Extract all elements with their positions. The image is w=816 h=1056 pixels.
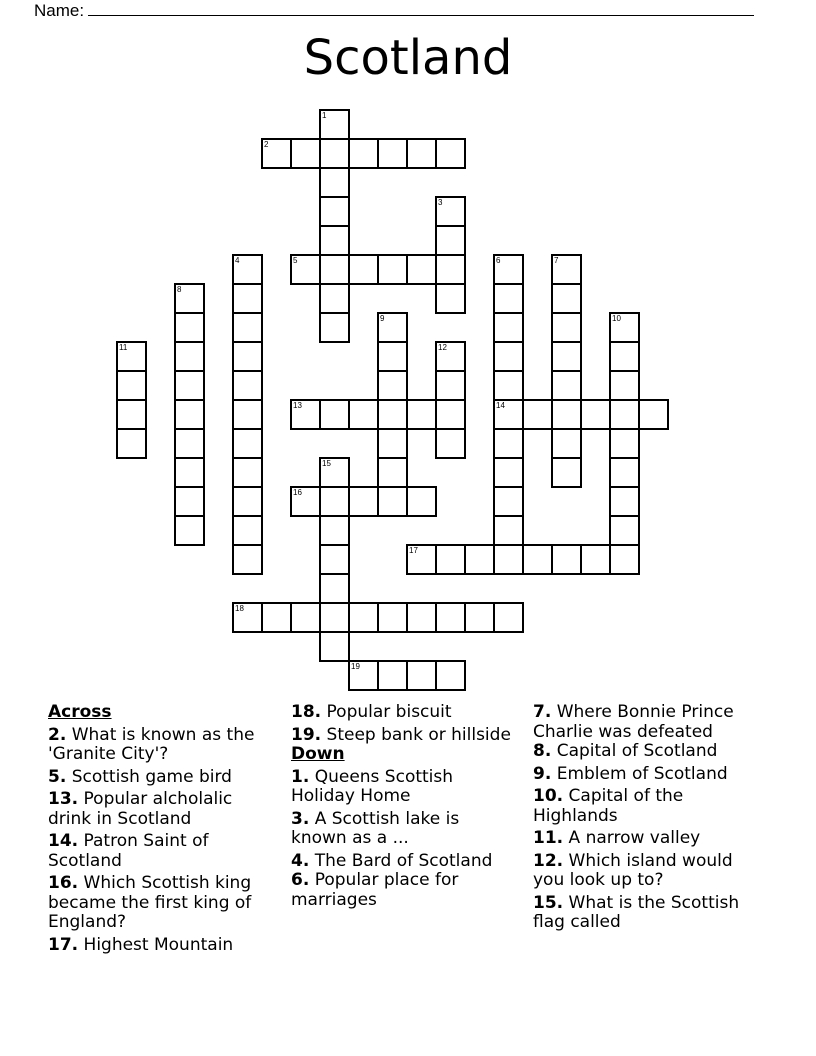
- grid-cell[interactable]: [464, 544, 495, 575]
- grid-cell[interactable]: [435, 602, 466, 633]
- clue-down-7: 7. Where Bonnie Prince Charlie was defeated: [533, 702, 734, 742]
- grid-cell[interactable]: [174, 370, 205, 401]
- grid-cell[interactable]: [493, 370, 524, 401]
- grid-cell[interactable]: [551, 283, 582, 314]
- cell-number: 14: [496, 401, 505, 410]
- cell-number: 15: [322, 459, 331, 468]
- clue-across-18: 18. Popular biscuit: [291, 702, 452, 722]
- grid-cell[interactable]: [319, 457, 350, 488]
- clue-column-1: [48, 703, 278, 958]
- grid-cell[interactable]: [406, 544, 437, 575]
- clue-across-14: 14. Patron Saint of Scotland: [48, 831, 209, 871]
- grid-cell[interactable]: [551, 399, 582, 430]
- down-heading: Down: [291, 744, 345, 764]
- grid-cell[interactable]: [377, 312, 408, 343]
- grid-cell[interactable]: [493, 399, 524, 430]
- cell-number: 8: [177, 285, 182, 294]
- across-heading: Across: [48, 702, 112, 722]
- grid-cell[interactable]: [435, 428, 466, 459]
- clue-down-3: 3. A Scottish lake is known as a ...: [291, 808, 460, 848]
- cell-number: 17: [409, 546, 418, 555]
- grid-cell[interactable]: [435, 138, 466, 169]
- grid-cell[interactable]: [377, 254, 408, 285]
- grid-cell[interactable]: [232, 254, 263, 285]
- grid-cell[interactable]: [493, 341, 524, 372]
- cell-number: 16: [293, 488, 302, 497]
- grid-cell[interactable]: [493, 254, 524, 285]
- clue-column-3: [533, 703, 763, 936]
- grid-cell[interactable]: [319, 486, 350, 517]
- grid-cell[interactable]: [261, 602, 292, 633]
- grid-cell[interactable]: [435, 254, 466, 285]
- grid-cell[interactable]: [290, 399, 321, 430]
- grid-cell[interactable]: [319, 167, 350, 198]
- grid-cell[interactable]: [174, 341, 205, 372]
- grid-cell[interactable]: [493, 312, 524, 343]
- grid-cell[interactable]: [232, 399, 263, 430]
- grid-cell[interactable]: [232, 544, 263, 575]
- grid-cell[interactable]: [435, 341, 466, 372]
- cell-number: 5: [293, 256, 298, 265]
- grid-cell[interactable]: [377, 660, 408, 691]
- grid-cell[interactable]: [377, 428, 408, 459]
- clue-across-2: 2. What is known as the 'Granite City'?: [48, 724, 255, 764]
- clue-down-6: 6. Popular place for marriages: [291, 870, 459, 910]
- cell-number: 12: [438, 343, 447, 352]
- clue-down-9: 9. Emblem of Scotland: [533, 763, 728, 784]
- grid-cell[interactable]: [609, 370, 640, 401]
- grid-cell[interactable]: [232, 283, 263, 314]
- grid-cell[interactable]: [319, 631, 350, 662]
- clue-column-2: [291, 703, 511, 913]
- grid-cell[interactable]: [116, 370, 147, 401]
- grid-cell[interactable]: [348, 138, 379, 169]
- grid-cell[interactable]: [435, 544, 466, 575]
- grid-cell[interactable]: [551, 370, 582, 401]
- grid-cell[interactable]: [174, 486, 205, 517]
- grid-cell[interactable]: [609, 399, 640, 430]
- grid-cell[interactable]: [609, 515, 640, 546]
- name-label: Name:: [34, 1, 85, 20]
- grid-cell[interactable]: [261, 138, 292, 169]
- grid-cell[interactable]: [406, 486, 437, 517]
- grid-cell[interactable]: [435, 225, 466, 256]
- grid-cell[interactable]: [174, 283, 205, 314]
- grid-cell[interactable]: [580, 399, 611, 430]
- page-title: Scotland: [303, 30, 513, 86]
- grid-cell[interactable]: [348, 399, 379, 430]
- grid-cell[interactable]: [290, 138, 321, 169]
- grid-cell[interactable]: [377, 399, 408, 430]
- cell-number: 6: [496, 256, 501, 265]
- grid-cell[interactable]: [609, 457, 640, 488]
- clue-down-12: 12. Which island would you look up to?: [533, 850, 733, 890]
- grid-cell[interactable]: [319, 573, 350, 604]
- clue-across-5: 5. Scottish game bird: [48, 766, 232, 787]
- grid-cell[interactable]: [319, 515, 350, 546]
- grid-cell[interactable]: [435, 660, 466, 691]
- grid-cell[interactable]: [464, 602, 495, 633]
- clue-across-19: 19. Steep bank or hillside: [291, 724, 511, 745]
- grid-cell[interactable]: [406, 138, 437, 169]
- grid-cell[interactable]: [116, 428, 147, 459]
- grid-cell[interactable]: [551, 428, 582, 459]
- grid-cell[interactable]: [319, 138, 350, 169]
- grid-cell[interactable]: [290, 254, 321, 285]
- grid-cell[interactable]: [377, 457, 408, 488]
- cell-number: 11: [119, 343, 128, 352]
- grid-cell[interactable]: [232, 370, 263, 401]
- grid-cell[interactable]: [232, 457, 263, 488]
- grid-cell[interactable]: [551, 312, 582, 343]
- grid-cell[interactable]: [319, 283, 350, 314]
- cell-number: 9: [380, 314, 385, 323]
- grid-cell[interactable]: [522, 399, 553, 430]
- clue-down-10: 10. Capital of the Highlands: [533, 786, 684, 826]
- grid-cell[interactable]: [319, 225, 350, 256]
- clue-down-1: 1. Queens Scottish Holiday Home: [291, 766, 454, 806]
- cell-number: 3: [438, 198, 443, 207]
- grid-cell[interactable]: [377, 602, 408, 633]
- clue-across-17: 17. Highest Mountain: [48, 934, 234, 955]
- grid-cell[interactable]: [319, 109, 350, 140]
- grid-cell[interactable]: [406, 602, 437, 633]
- grid-cell[interactable]: [609, 341, 640, 372]
- grid-cell[interactable]: [551, 341, 582, 372]
- grid-cell[interactable]: [319, 399, 350, 430]
- clue-down-4: 4. The Bard of Scotland: [291, 850, 493, 871]
- grid-cell[interactable]: [551, 457, 582, 488]
- grid-cell[interactable]: [319, 196, 350, 227]
- grid-cell[interactable]: [319, 544, 350, 575]
- grid-cell[interactable]: [377, 341, 408, 372]
- grid-cell[interactable]: [174, 312, 205, 343]
- cell-number: 13: [293, 401, 302, 410]
- grid-cell[interactable]: [232, 341, 263, 372]
- grid-cell[interactable]: [493, 515, 524, 546]
- grid-cell[interactable]: [232, 486, 263, 517]
- grid-cell[interactable]: [638, 399, 669, 430]
- grid-cell[interactable]: [319, 312, 350, 343]
- cell-number: 7: [554, 256, 559, 265]
- grid-cell[interactable]: [319, 602, 350, 633]
- grid-cell[interactable]: [551, 544, 582, 575]
- grid-cell[interactable]: [348, 660, 379, 691]
- grid-cell[interactable]: [493, 428, 524, 459]
- grid-cell[interactable]: [116, 399, 147, 430]
- grid-cell[interactable]: [174, 428, 205, 459]
- clue-down-11: 11. A narrow valley: [533, 828, 701, 848]
- grid-cell[interactable]: [435, 370, 466, 401]
- grid-cell[interactable]: [232, 602, 263, 633]
- clue-down-8: 8. Capital of Scotland: [533, 741, 718, 761]
- cell-number: 2: [264, 140, 269, 149]
- grid-cell[interactable]: [493, 486, 524, 517]
- grid-cell[interactable]: [348, 602, 379, 633]
- grid-cell[interactable]: [348, 486, 379, 517]
- clue-across-16: 16. Which Scottish king became the first king of England?: [48, 873, 252, 932]
- grid-cell[interactable]: [522, 544, 553, 575]
- grid-cell[interactable]: [290, 602, 321, 633]
- grid-cell[interactable]: [406, 660, 437, 691]
- grid-cell[interactable]: [174, 457, 205, 488]
- grid-cell[interactable]: [609, 312, 640, 343]
- grid-cell[interactable]: [232, 515, 263, 546]
- grid-cell[interactable]: [406, 399, 437, 430]
- grid-cell[interactable]: [377, 486, 408, 517]
- grid-cell[interactable]: [609, 428, 640, 459]
- grid-cell[interactable]: [377, 370, 408, 401]
- cell-number: 1: [322, 111, 327, 120]
- grid-cell[interactable]: [406, 254, 437, 285]
- grid-cell[interactable]: [435, 283, 466, 314]
- grid-cell[interactable]: [232, 312, 263, 343]
- grid-cell[interactable]: [580, 544, 611, 575]
- grid-cell[interactable]: [174, 515, 205, 546]
- grid-cell[interactable]: [493, 544, 524, 575]
- grid-cell[interactable]: [116, 341, 147, 372]
- clue-across-13: 13. Popular alcholalic drink in Scotland: [48, 789, 233, 829]
- grid-cell[interactable]: [551, 254, 582, 285]
- grid-cell[interactable]: [348, 254, 379, 285]
- grid-cell[interactable]: [435, 399, 466, 430]
- cell-number: 10: [612, 314, 621, 323]
- grid-cell[interactable]: [232, 428, 263, 459]
- grid-cell[interactable]: [377, 138, 408, 169]
- cell-number: 19: [351, 662, 360, 671]
- grid-cell[interactable]: [435, 196, 466, 227]
- grid-cell[interactable]: [493, 602, 524, 633]
- grid-cell[interactable]: [493, 457, 524, 488]
- grid-cell[interactable]: [290, 486, 321, 517]
- grid-cell[interactable]: [609, 486, 640, 517]
- clue-down-15: 15. What is the Scottish flag called: [533, 892, 740, 932]
- grid-cell[interactable]: [174, 399, 205, 430]
- grid-cell[interactable]: [609, 544, 640, 575]
- grid-cell[interactable]: [493, 283, 524, 314]
- cell-number: 4: [235, 256, 240, 265]
- cell-number: 18: [235, 604, 244, 613]
- grid-cell[interactable]: [319, 254, 350, 285]
